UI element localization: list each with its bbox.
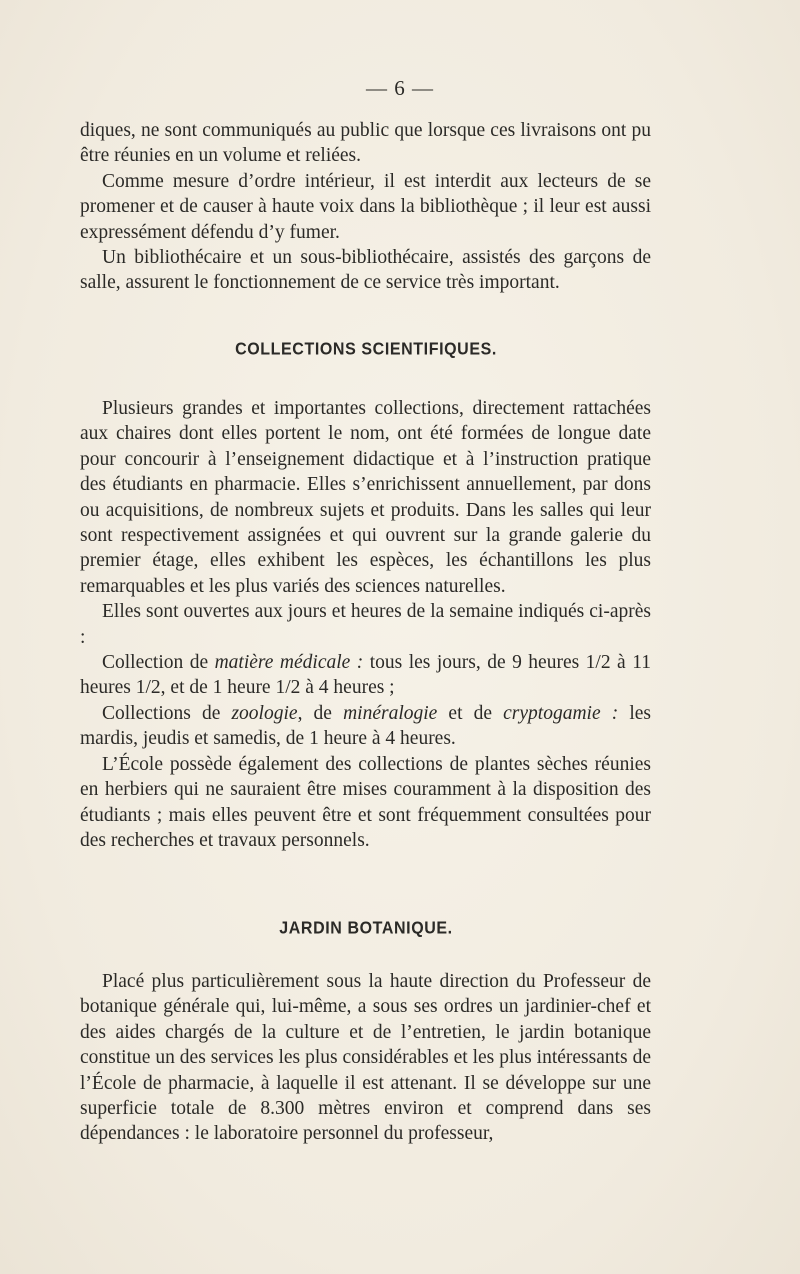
collections-paragraph-2: Elles sont ouvertes aux jours et heures de la semaine indiqués ci-après :	[80, 601, 651, 648]
jardin-paragraph-1: Placé plus particulièrement sous la haute direction du Professeur de botanique générale qui, lui-même, a sous ses ordres un jardinier-chef et des aides chargés de la culture et de l’entretien, le jardin botanique constitue un des services les plus considérables et les plus intéressants de l’École de pharmacie, à laquelle il est attenant. Il se développe sur une superficie totale de 8.300 mètres environ et comprend dans ses dépendances : le laboratoire personnel du professeur,	[80, 971, 651, 1145]
collections-heading: COLLECTIONS SCIENTIFIQUES.	[235, 340, 497, 359]
collections-paragraph-3-text-b: tous les jours, de 9 heures 1/2 à 11 heures 1/2, et de 1 heure 1/2 à 4 heures ;	[80, 652, 651, 699]
collections-paragraph-4-text-d: les mardis, jeudis et samedis, de 1 heure à 4 heures.	[80, 702, 652, 750]
intro-paragraph-3: Un bibliothécaire et un sous-bibliothécaire, assistés des garçons de salle, assurent le fonctionnement de ce service très important.	[80, 247, 651, 294]
intro-paragraph-1: diques, ne sont communiqués au public que lorsque ces livraisons ont pu être réunies en un volume et reliées.	[80, 120, 651, 167]
intro-section	[80, 118, 651, 296]
mineralogie-label: minéralogie	[343, 702, 438, 724]
collections-paragraph-4-text-b: , de	[297, 702, 344, 724]
zoologie-label: zoologie	[231, 702, 298, 724]
jardin-section	[80, 969, 651, 1147]
collections-paragraph-4-text-c: et de	[437, 702, 504, 724]
page-number: — 6 —	[366, 76, 434, 100]
collections-paragraph-3-text-a: Collection de	[102, 652, 215, 674]
matiere-medicale-label: matière médicale :	[214, 652, 364, 674]
collections-section	[80, 396, 651, 853]
collections-paragraph-5: L’École possède également des collections de plantes sèches réunies en herbiers qui ne sauraient être mises couramment à la disposition des étudiants ; mais elles peuvent être et sont fréquemment consultées pour des recherches et travaux personnels.	[80, 753, 651, 851]
collections-paragraph-4	[80, 701, 651, 752]
collections-paragraph-4-text-a: Collections de	[102, 702, 232, 724]
intro-paragraph-2: Comme mesure d’ordre intérieur, il est interdit aux lecteurs de se promener et de causer à haute voix dans la bibliothèque ; il leur est aussi expressément défendu d’y fumer.	[80, 170, 651, 243]
collections-paragraph-1: Plusieurs grandes et importantes collections, directement rattachées aux chaires dont elles portent le nom, ont été formées de longue date pour concourir à l’enseignement didactique et à l’instruction pratique des étudiants en pharmacie. Elles s’enrichissent annuellement, par dons ou acquisitions, de nombreux sujets et produits. Dans les salles qui leur sont respectivement assignées et qui ouvrent sur la grande galerie du premier étage, elles exhibent les espèces, les échantillons les plus remarquables et les plus variés des sciences naturelles.	[80, 398, 651, 597]
collections-paragraph-3	[80, 650, 651, 701]
cryptogamie-label: cryptogamie :	[503, 702, 619, 724]
jardin-heading: JARDIN BOTANIQUE.	[279, 919, 453, 938]
